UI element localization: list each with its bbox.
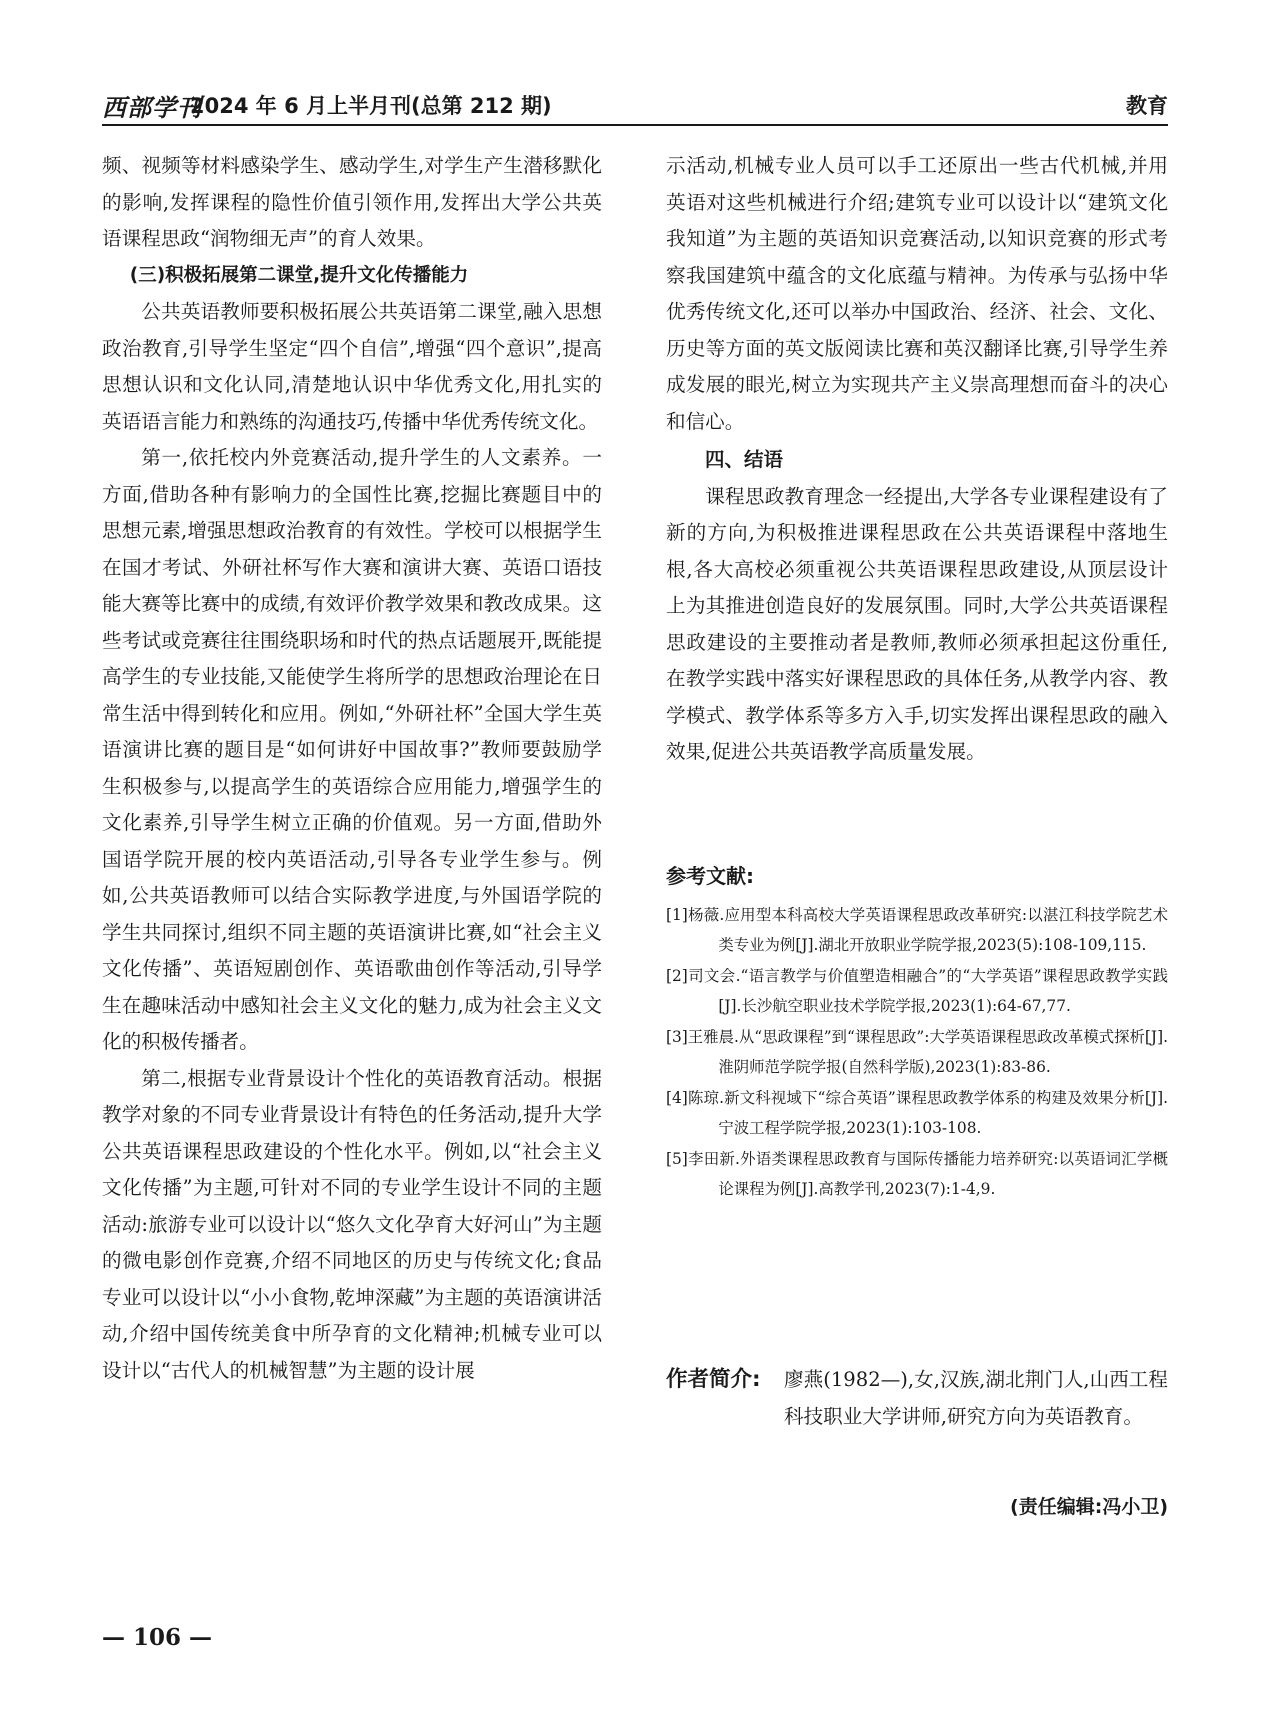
paragraph: 第二,根据专业背景设计个性化的英语教育活动。根据教学对象的不同专业背景设计有特色的任务活动,提升大学公共英语课程思政建设的个性化水平。例如,以“社会主义文化传播”为主题,可针对不同的专业学生设计不同的主题活动:旅游专业可以设计以“悠久文化孕育大好河山”为主题的微电影创作竞赛,介绍不同地区的历史与传统文化;食品专业可以设计以“小小食物,乾坤深藏”为主题的英语演讲活动,介绍中国传统美食中所孕育的文化精神;机械专业可以设计以“古代人的机械智慧”为主题的设计展 [102, 1066, 602, 1382]
paragraph: 公共英语教师要积极拓展公共英语第二课堂,融入思想政治教育,引导学生坚定“四个自信”,增强“四个意识”,提高思想认识和文化认同,清楚地认识中华优秀文化,用扎实的英语语言能力和熟练的沟通技巧,传播中华优秀传统文化。 [102, 300, 602, 433]
paragraph: 第一,依托校内外竞赛活动,提升学生的人文素养。一方面,借助各种有影响力的全国性比赛,挖掘比赛题目中的思想元素,增强思想政治教育的有效性。学校可以根据学生在国才考试、外研社杯写作大赛和演讲大赛、英语口语技能大赛等比赛中的成绩,有效评价教学效果和教改成果。这些考试或竞赛往往围绕职场和时代的热点话题展开,既能提高学生的专业技能,又能使学生将所学的思想政治理论在日常生活中得到转化和应用。例如,“外研社杯”全国大学生英语演讲比赛的题目是“如何讲好中国故事?”教师要鼓励学生积极参与,以提高学生的英语综合应用能力,增强学生的文化素养,引导学生树立正确的价值观。另一方面,借助外国语学院开展的校内英语活动,引导各专业学生参与。例如,公共英语教师可以结合实际教学进度,与外国语学院的学生共同探讨,组织不同主题的英语演讲比赛,如“社会主义文化传播”、英语短剧创作、英语歌曲创作等活动,引导学生在趣味活动中感知社会主义文化的魅力,成为社会主义文化的积极传播者。 [102, 446, 602, 1053]
paragraph: 示活动,机械专业人员可以手工还原出一些古代机械,并用英语对这些机械进行介绍;建筑专业可以设计以“建筑文化我知道”为主题的英语知识竞赛活动,以知识竞赛的形式考察我国建筑中蕴含的文化底蕴与精神。为传承与弘扬中华优秀传统文化,还可以举办中国政治、经济、社会、文化、历史等方面的英文版阅读比赛和英汉翻译比赛,引导学生养成发展的眼光,树立为实现共产主义崇高理想而奋斗的决心和信心。 [666, 154, 1168, 433]
reference-item: [4]陈琼.新文科视域下“综合英语”课程思政教学体系的构建及效果分析[J].宁波工程学院学报,2023(1):103-108. [666, 1089, 1168, 1137]
right-column [666, 148, 1168, 771]
author-bio [666, 1362, 1168, 1435]
reference-item: [1]杨薇.应用型本科高校大学英语课程思政改革研究:以湛江科技学院艺术类专业为例[J].湖北开放职业学院学报,2023(5):108-109,115. [666, 906, 1168, 954]
paragraph: 课程思政教育理念一经提出,大学各专业课程建设有了新的方向,为积极推进课程思政在公共英语课程中落地生根,各大高校必须重视公共英语课程思政建设,从顶层设计上为其推进创造良好的发展氛围。同时,大学公共英语课程思政建设的主要推动者是教师,教师必须承担起这份重任,在教学实践中落实好课程思政的具体任务,从教学内容、教学模式、教学体系等多方入手,切实发挥出课程思政的融入效果,促进公共英语教学高质量发展。 [666, 484, 1168, 763]
page-number: — 106 — [102, 1624, 213, 1651]
journal-logo: 西部学刊 [102, 93, 202, 122]
section-heading: 四、结语 [705, 448, 784, 471]
references [666, 860, 1168, 1206]
reference-item: [3]王雅晨.从“思政课程”到“课程思政”:大学英语课程思政改革模式探析[J].淮阴师范学院学报(自然科学版),2023(1):83-86. [666, 1028, 1168, 1076]
header-rule [102, 124, 1168, 126]
page-header [102, 84, 1168, 124]
paragraph: 频、视频等材料感染学生、感动学生,对学生产生潜移默化的影响,发挥课程的隐性价值引领作用,发挥出大学公共英语课程思政“润物细无声”的育人效果。 [102, 154, 602, 250]
issue-label: 2024 年 6 月上半月刊(总第 212 期) [190, 94, 552, 118]
references-title: 参考文献: [666, 864, 754, 888]
reference-item: [2]司文会.“语言教学与价值塑造相融合”的“大学英语”课程思政教学实践[J].长沙航空职业技术学院学报,2023(1):64-67,77. [666, 967, 1168, 1015]
section-label: 教育 [1126, 94, 1168, 118]
subsection-heading: (三)积极拓展第二课堂,提升文化传播能力 [129, 264, 469, 286]
author-text: 廖燕(1982—),女,汉族,湖北荆门人,山西工程科技职业大学讲师,研究方向为英语教育。 [784, 1368, 1168, 1428]
author-label: 作者简介: [666, 1367, 761, 1392]
left-column [102, 148, 602, 1389]
reference-item: [5]李田新.外语类课程思政教育与国际传播能力培养研究:以英语词汇学概论课程为例[J].高教学刊,2023(7):1-4,9. [666, 1150, 1168, 1198]
editor-credit: (责任编辑:冯小卫) [1010, 1496, 1168, 1518]
